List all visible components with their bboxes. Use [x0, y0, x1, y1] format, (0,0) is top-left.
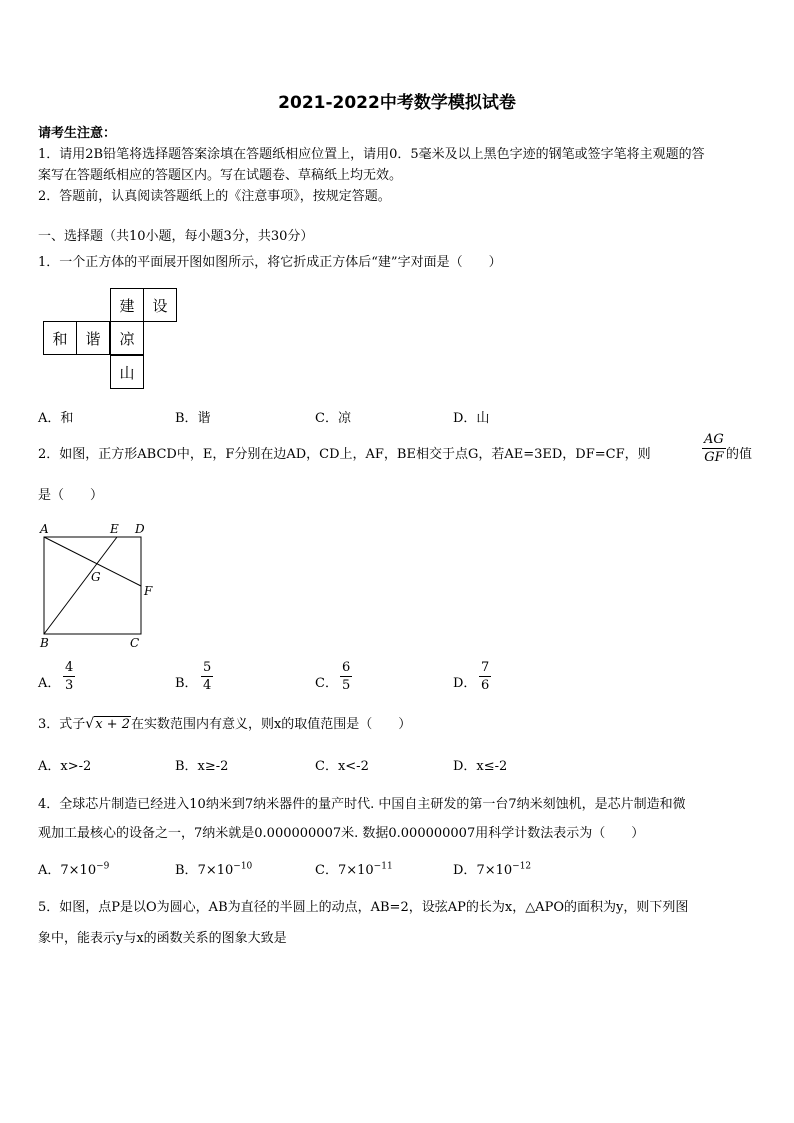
- point-label-c: C: [130, 636, 140, 650]
- option-a[interactable]: A．x>-2: [38, 759, 92, 774]
- option-exponent: −11: [373, 861, 393, 872]
- option-d[interactable]: D．x≤-2: [453, 759, 508, 774]
- fraction-denominator: GF: [704, 450, 724, 465]
- fraction-numerator: 5: [203, 660, 212, 675]
- net-cell: 设: [143, 288, 177, 322]
- option-label: D．: [453, 863, 477, 878]
- option-value: 7×10: [60, 863, 97, 878]
- option-fraction: [201, 660, 213, 693]
- option-c[interactable]: [315, 859, 393, 878]
- option-value: 7×10: [476, 863, 513, 878]
- option-label: A．: [38, 676, 61, 691]
- option-label: A．: [38, 863, 61, 878]
- option-b[interactable]: B．谐: [175, 411, 211, 426]
- option-exponent: −9: [96, 861, 110, 872]
- option-c[interactable]: C．凉: [315, 411, 351, 426]
- fraction-numerator: AG: [704, 432, 724, 447]
- square-abcd: [44, 537, 141, 634]
- question-5-text: 象中，能表示y与x的函数关系的图象大致是: [38, 931, 287, 946]
- net-cell: 山: [110, 355, 144, 389]
- fraction-denominator: 4: [203, 678, 212, 693]
- point-label-b: B: [40, 636, 49, 650]
- option-fraction: [340, 660, 352, 693]
- question-5-text: 5．如图，点P是以O为圆心，AB为直径的半圆上的动点，AB=2，设弦AP的长为x，△APO的面积为y，则下列图: [38, 900, 689, 915]
- option-d[interactable]: D．山: [453, 411, 490, 426]
- question-2-text: 2．如图，正方形ABCD中，E，F分别在边AD，CD上，AF，BE相交于点G，若AE=3ED，DF=CF，则: [38, 447, 651, 462]
- question-2-text-tail: 的值: [726, 447, 753, 462]
- option-exponent: −12: [512, 861, 532, 872]
- fraction-denominator: 3: [65, 678, 74, 693]
- option-label: D．: [453, 676, 477, 691]
- option-value: 7×10: [197, 863, 234, 878]
- option-label: C．: [315, 863, 338, 878]
- option-c[interactable]: C．x<-2: [315, 759, 369, 774]
- notice-line: 2．答题前，认真阅读答题纸上的《注意事项》，按规定答题。: [38, 189, 391, 204]
- option-b[interactable]: [175, 859, 252, 878]
- question-4-text: 4．全球芯片制造已经进入10纳米到7纳米器件的量产时代. 中国自主研发的第一台7纳米刻蚀机，是芯片制造和微: [38, 797, 686, 812]
- fraction-numerator: 4: [65, 660, 74, 675]
- notice-line: 1．请用2B铅笔将选择题答案涂填在答题纸相应位置上，请用0．5毫米及以上黑色字迹的钢笔或签字笔将主观题的答: [38, 147, 705, 162]
- section-heading: 一、选择题（共10小题，每小题3分，共30分）: [38, 229, 314, 244]
- fraction-denominator: 5: [342, 678, 351, 693]
- fraction-numerator: 6: [342, 660, 351, 675]
- question-3-text: [38, 713, 411, 732]
- segment-be: [44, 537, 117, 634]
- radicand: x + 2: [95, 717, 130, 732]
- question-4-text: 观加工最核心的设备之一，7纳米就是0.000000007米. 数据0.000000007用科学计数法表示为（ ）: [38, 826, 645, 841]
- point-label-e: E: [110, 522, 119, 536]
- option-value: 7×10: [337, 863, 374, 878]
- point-label-f: F: [144, 584, 153, 598]
- option-b[interactable]: B．x≥-2: [175, 759, 229, 774]
- option-d[interactable]: [453, 859, 531, 878]
- option-label: B．: [175, 863, 198, 878]
- notice-line: 案写在答题纸相应的答题区内。写在试题卷、草稿纸上均无效。: [38, 168, 403, 183]
- point-label-d: D: [135, 522, 145, 536]
- net-cell: 建: [110, 288, 144, 322]
- net-cell: 谐: [76, 321, 110, 355]
- net-cell: 凉: [110, 321, 144, 355]
- option-fraction: [479, 660, 491, 693]
- option-label: C．: [315, 676, 338, 691]
- option-a[interactable]: A．和: [38, 411, 74, 426]
- fraction-denominator: 6: [481, 678, 490, 693]
- point-label-g: G: [91, 570, 101, 584]
- exam-title: 2021-2022中考数学模拟试卷: [278, 93, 516, 113]
- notice-heading: 请考生注意：: [38, 126, 117, 141]
- point-label-a: A: [40, 522, 49, 536]
- question-3-prefix: 3．式子: [38, 717, 86, 732]
- fraction-numerator: 7: [481, 660, 490, 675]
- radical-sign: √: [85, 716, 95, 732]
- option-fraction: [63, 660, 75, 693]
- option-label: B．: [175, 676, 198, 691]
- option-a[interactable]: [38, 859, 109, 878]
- question-3-suffix: 在实数范围内有意义，则x的取值范围是（ ）: [130, 717, 412, 732]
- question-2-text: 是（ ）: [38, 488, 104, 503]
- question-1-text: 1．一个正方体的平面展开图如图所示，将它折成正方体后“建”字对面是（ ）: [38, 255, 502, 270]
- net-cell: 和: [43, 321, 77, 355]
- option-exponent: −10: [233, 861, 253, 872]
